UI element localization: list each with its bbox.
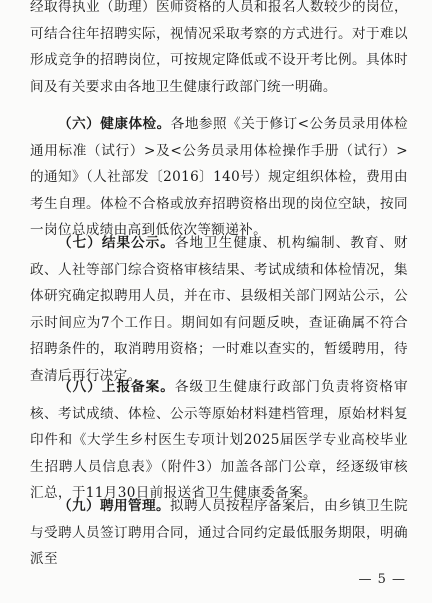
section-heading: （八）上报备案。 <box>58 379 175 395</box>
paragraph-continuation <box>30 0 408 100</box>
paragraph-text: 各地卫生健康、机构编制、教育、财政、人社等部门综合资格审核结果、考试成绩和体检情况，集体研究确定拟聘用人员，并在市、县级相关部门网站公示，公示时间应为7个工作日。期间如有问题反映，查证确属不符合招聘条件的，取消聘用资格；一时难以查实的，暂缓聘用，待查清后再行决定。 <box>30 235 408 384</box>
paragraph-report-filing <box>30 374 408 507</box>
section-heading: （六）健康体检。 <box>58 116 171 132</box>
paragraph-text: 经取得执业（助理）医师资格的人员和报名人数较少的岗位，可结合往年招聘实际，视情况采取考察的方式进行。对于难以形成竞争的招聘岗位，可按规定降低或不设开考比例。具体时间及有关要求由各地卫生健康行政部门统一明确。 <box>30 0 408 95</box>
section-heading: （九）聘用管理。 <box>58 498 171 514</box>
paragraph-health-check <box>30 111 408 244</box>
paragraph-text: 各级卫生健康行政部门负责将资格审核、考试成绩、体检、公示等原始材料建档管理，原始材料复印件和《大学生乡村医生专项计划2025届医学专业高校毕业生招聘人员信息表》（附件3）加盖各部门公章，经逐级审核汇总，于11月30日前报送省卫生健康委备案。 <box>30 379 408 502</box>
section-heading: （七）结果公示。 <box>58 235 175 251</box>
paragraph-text: 拟聘人员按程序备案后，由乡镇卫生院与受聘人员签订聘用合同，通过合同约定最低服务期限，明确派至 <box>30 498 408 568</box>
paragraph-result-publicity <box>30 230 408 390</box>
paragraph-employment-management <box>30 493 408 573</box>
paragraph-text: 各地参照《关于修订<公务员录用体检通用标准（试行）>及<公务员录用体检操作手册（试行）>的通知》（人社部发〔2016〕140号）规定组织体检，费用由考生自理。体检不合格或放弃招聘资格出现的岗位空缺，按同一岗位总成绩由高到低依次等额递补。 <box>30 116 408 239</box>
page-number: — 5 — <box>358 572 406 587</box>
